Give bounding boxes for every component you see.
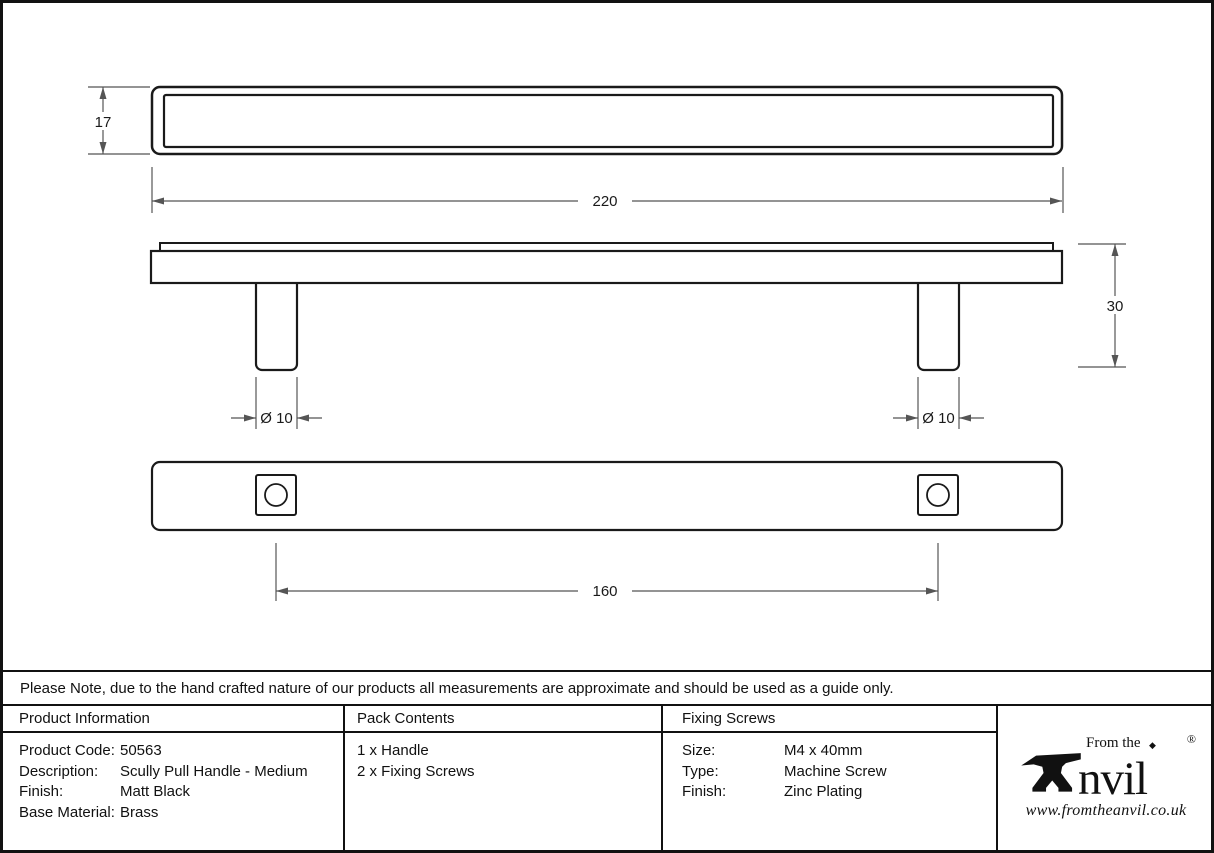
side-view-left-leg <box>256 278 297 370</box>
logo-from-the-text: From the <box>1086 735 1141 751</box>
fixing-screws-body <box>663 733 996 803</box>
bottom-view <box>152 462 1062 530</box>
dimension-diameter-left <box>231 377 322 429</box>
top-view-inner <box>164 95 1053 147</box>
top-view <box>152 87 1062 154</box>
pack-contents-header-text: Pack Contents <box>357 710 455 727</box>
row-value: 50563 <box>120 742 162 759</box>
dim-label-220: 220 <box>592 193 618 210</box>
anvil-icon <box>1020 750 1082 796</box>
left-screw-hole <box>265 484 287 506</box>
logo-lockup <box>1020 732 1196 805</box>
row-value: Scully Pull Handle - Medium <box>120 762 308 780</box>
row-value: Zinc Plating <box>784 783 863 801</box>
logo-name-text: nvil <box>1078 753 1148 805</box>
dimension-length-220 <box>152 167 1063 213</box>
from-the-anvil-logo <box>1020 732 1196 820</box>
list-item: 1 x Handle <box>357 742 429 759</box>
pack-contents-body <box>345 733 661 782</box>
table-row <box>19 762 343 783</box>
dimension-height-17 <box>88 87 150 154</box>
row-label: Size: <box>682 742 716 759</box>
table-row <box>19 741 343 762</box>
fixing-screws-header-text: Fixing Screws <box>682 710 776 727</box>
diamond-icon: ◆ <box>1149 740 1156 750</box>
measurement-note-text: Please Note, due to the hand crafted nature of our products all measurements are approximate and should be used as a guide only. <box>20 679 894 697</box>
table-row <box>19 803 343 824</box>
brand-cell <box>998 706 1214 853</box>
side-view-bar <box>151 251 1062 283</box>
dimension-centres-160 <box>276 543 938 601</box>
pack-contents-header <box>345 706 661 733</box>
table-row <box>19 782 343 803</box>
row-label: Base Material: <box>19 804 115 822</box>
row-value: M4 x 40mm <box>784 742 863 759</box>
logo-website-text: www.fromtheanvil.co.uk <box>1025 802 1187 819</box>
list-item: 2 x Fixing Screws <box>357 762 475 780</box>
product-information-header-text: Product Information <box>19 710 150 727</box>
table-row <box>682 782 996 803</box>
dim-label-diameter-right: Ø 10 <box>922 410 955 427</box>
row-label: Type: <box>682 762 719 780</box>
dim-label-17: 17 <box>94 114 112 131</box>
table-row <box>682 762 996 783</box>
row-label: Product Code: <box>19 742 115 759</box>
side-view-right-leg <box>918 278 959 370</box>
fixing-screws-header <box>663 706 996 733</box>
side-view <box>151 243 1062 370</box>
product-information-header <box>0 706 343 733</box>
row-value: Brass <box>120 804 159 822</box>
right-screw-hole <box>927 484 949 506</box>
product-information-column <box>0 706 345 853</box>
row-value: Machine Screw <box>784 762 887 780</box>
dimension-projection-30 <box>1078 244 1129 367</box>
row-value: Matt Black <box>120 783 191 801</box>
dim-label-160: 160 <box>592 583 618 600</box>
pack-contents-column <box>345 706 663 853</box>
dim-label-30: 30 <box>1106 298 1124 315</box>
table-row <box>682 741 996 762</box>
dimension-diameter-right <box>893 377 984 429</box>
product-info-table <box>0 704 1214 853</box>
product-information-body <box>0 733 343 824</box>
row-label: Description: <box>19 762 99 780</box>
registered-trademark-icon: ® <box>1186 732 1196 746</box>
fixing-screws-column <box>663 706 998 853</box>
row-label: Finish: <box>682 783 727 801</box>
measurement-note <box>0 670 1214 704</box>
dim-label-diameter-left: Ø 10 <box>260 410 293 427</box>
row-label: Finish: <box>19 783 64 801</box>
